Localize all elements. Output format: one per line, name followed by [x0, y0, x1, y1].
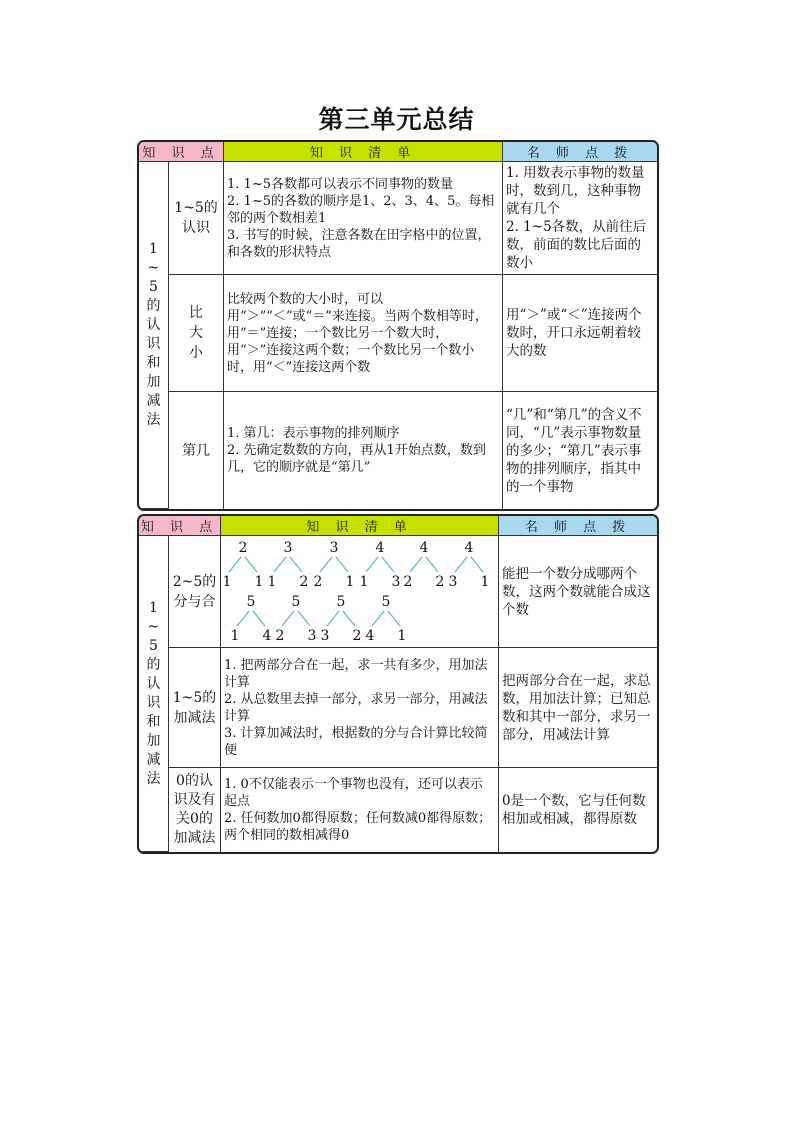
- bond-part-number: 2: [352, 627, 362, 644]
- bond-part-number: 3: [320, 627, 330, 644]
- bond-part-number: 2: [435, 573, 445, 590]
- topic-cell: 2~5的 分与合: [169, 536, 221, 648]
- topic-cell: 1~5的 加减法: [169, 648, 221, 768]
- teacher-tips-cell: 能把一个数分成哪两个数，这两个数就能合成这个数: [499, 536, 657, 648]
- bond-total-number: 5: [336, 593, 346, 610]
- bond-total-number: 4: [419, 539, 429, 556]
- bond-branch-line: [245, 557, 257, 572]
- bond-total-number: 5: [381, 593, 391, 610]
- bond-branch-line: [320, 557, 332, 572]
- bond-branch-line: [410, 557, 422, 572]
- teacher-tips-cell: “几”和“第几”的含义不同，“几”表示事物数量的多少；“第几”表示事物的排列顺序，指其中的一个事物: [506, 406, 642, 495]
- bond-part-number: 1: [480, 573, 490, 590]
- bond-part-number: 2: [275, 627, 285, 644]
- bond-part-number: 4: [262, 627, 272, 644]
- bond-branch-line: [471, 557, 483, 572]
- group-label: 1 ~ 5 的 认 识 和 加 减 法: [139, 162, 169, 509]
- header-teacher-tips: 名 师 点 拨: [499, 516, 657, 536]
- bond-branch-line: [366, 557, 378, 572]
- topic-cell: 第几: [169, 392, 224, 509]
- number-bonds-diagram: [221, 538, 497, 646]
- bond-part-number: 1: [345, 573, 355, 590]
- bond-total-number: 3: [329, 539, 339, 556]
- bond-branch-line: [426, 557, 438, 572]
- bond-total-number: 5: [291, 593, 301, 610]
- bond-branch-line: [298, 611, 310, 626]
- bond-part-number: 3: [307, 627, 317, 644]
- header-teacher-tips: 名 师 点 拨: [503, 142, 657, 162]
- topic-cell: 1~5的 认识: [169, 162, 224, 275]
- header-knowledge-list: 知 识 清 单: [224, 142, 503, 162]
- bond-branch-line: [274, 557, 286, 572]
- bond-total-number: 3: [283, 539, 293, 556]
- topic-cell: 0的认 识及有 关0的 加减法: [169, 768, 221, 852]
- bond-part-number: 1: [267, 573, 277, 590]
- bond-part-number: 2: [403, 573, 413, 590]
- teacher-tips-cell: 0是一个数，它与任何数相加或相减，都得原数: [502, 793, 646, 827]
- teacher-tips-cell: 用“＞”或“＜”连接两个数时，开口永远朝着较大的数: [503, 275, 657, 392]
- bond-branch-line: [343, 611, 355, 626]
- bond-branch-line: [372, 611, 384, 626]
- summary-table-2: [137, 514, 659, 854]
- page-title: 第三单元总结: [318, 105, 475, 134]
- bond-branch-line: [327, 611, 339, 626]
- summary-table-1: [137, 140, 659, 511]
- bond-part-number: 1: [397, 627, 407, 644]
- teacher-tips-cell: 1. 用数表示事物的数量时，数到几，这种事物就有几个 2. 1~5各数，从前往后数，前面的数比后面的数小: [503, 162, 657, 275]
- bond-total-number: 2: [238, 539, 248, 556]
- bond-part-number: 3: [391, 573, 401, 590]
- knowledge-list-cell: 1. 第几：表示事物的排列顺序 2. 先确定数数的方向，再从1开始点数，数到几，它的顺序就是“第几”: [224, 392, 503, 509]
- knowledge-list-cell: 1. 0不仅能表示一个事物也没有，还可以表示起点 2. 任何数加0都得原数；任何数减0都得原数；两个相同的数相减得0: [221, 768, 499, 852]
- bond-branch-line: [229, 557, 241, 572]
- knowledge-list-cell: 1. 1~5各数都可以表示不同事物的数量 2. 1~5的各数的顺序是1、2、3、4、5。每相邻的两个数相差1 3. 书写的时候，注意各数在田字格中的位置，和各数的形状特点: [224, 162, 503, 275]
- bond-branch-line: [388, 611, 400, 626]
- bond-total-number: 4: [464, 539, 474, 556]
- bond-part-number: 3: [448, 573, 458, 590]
- bond-part-number: 4: [365, 627, 375, 644]
- number-bonds-cell: [221, 536, 499, 648]
- group-label: 1 ~ 5 的 认 识 和 加 减 法: [139, 536, 169, 852]
- knowledge-list-cell: 1. 把两部分合在一起，求一共有多少，用加法计算 2. 从总数里去掉一部分，求另一部分，用减法计算 3. 计算加减法时，根据数的分与合计算比较简便: [221, 648, 499, 768]
- bond-branch-line: [290, 557, 302, 572]
- bond-total-number: 5: [246, 593, 256, 610]
- teacher-tips-cell: 把两部分合在一起，求总数，用加法计算；已知总数和其中一部分，求另一部分，用减法计算: [499, 648, 657, 768]
- bond-branch-line: [237, 611, 249, 626]
- bond-branch-line: [382, 557, 394, 572]
- topic-cell: 比 大 小: [169, 275, 224, 392]
- bond-part-number: 1: [230, 627, 240, 644]
- header-knowledge-point: 知 识 点: [139, 142, 224, 162]
- bond-part-number: 1: [222, 573, 232, 590]
- bond-branch-line: [282, 611, 294, 626]
- header-knowledge-list: 知 识 清 单: [221, 516, 499, 536]
- bond-total-number: 4: [375, 539, 385, 556]
- bond-part-number: 2: [299, 573, 309, 590]
- bond-branch-line: [455, 557, 467, 572]
- bond-part-number: 1: [254, 573, 264, 590]
- bond-part-number: 1: [359, 573, 369, 590]
- bond-part-number: 2: [313, 573, 323, 590]
- knowledge-list-cell: 比较两个数的大小时，可以用“＞”“＜”或“＝”来连接。当两个数相等时，用“＝”连接；一个数比另一个数大时，用“＞”连接这两个数；一个数比另一个数小时，用“＜”连接这两个数: [224, 275, 503, 392]
- bond-branch-line: [253, 611, 265, 626]
- header-knowledge-point: 知 识 点: [139, 516, 221, 536]
- bond-branch-line: [336, 557, 348, 572]
